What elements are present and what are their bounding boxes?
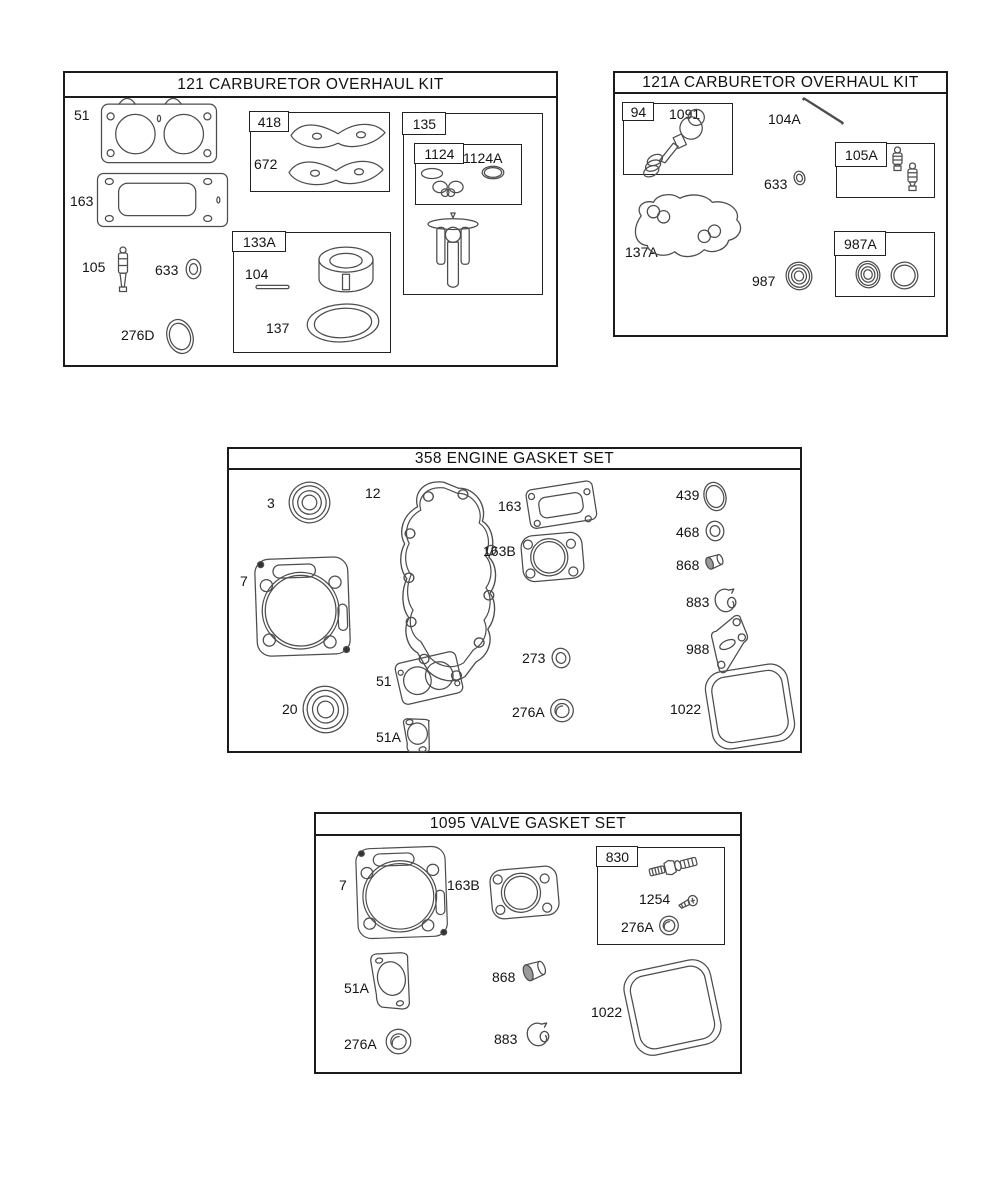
subbox-label: 135 xyxy=(402,112,446,135)
kit-358-header xyxy=(229,449,800,470)
kit-title: 121 CARBURETOR OVERHAUL KIT xyxy=(177,75,444,93)
part-label-468: 468 xyxy=(676,524,700,540)
part-drawing-sealsm xyxy=(658,915,680,936)
kit-121-header xyxy=(65,73,556,98)
part-drawing-wing xyxy=(286,155,386,190)
part-label-883: 883 xyxy=(494,1031,518,1047)
part-label-883: 883 xyxy=(686,594,710,610)
part-label-137: 137 xyxy=(266,320,290,336)
subbox-987A xyxy=(835,232,935,297)
part-label-987: 987 xyxy=(752,273,776,289)
part-drawing-rod xyxy=(801,96,845,126)
part-drawing-ringthin xyxy=(481,165,505,180)
subbox-label: 133A xyxy=(232,231,286,252)
part-drawing-clip xyxy=(712,587,739,616)
part-drawing-gasket51A xyxy=(399,712,439,758)
part-drawing-needle xyxy=(905,162,920,193)
part-drawing-needle xyxy=(112,246,134,294)
part-drawing-stud xyxy=(647,850,702,883)
part-drawing-sealsm xyxy=(549,698,575,723)
part-label-988: 988 xyxy=(686,641,710,657)
part-drawing-headgasket xyxy=(353,838,454,944)
part-label-273: 273 xyxy=(522,650,546,666)
part-drawing-ringthin xyxy=(305,300,382,345)
kit-121A-header xyxy=(615,73,946,94)
part-drawing-ringthin xyxy=(887,258,921,292)
subbox-label: 418 xyxy=(249,111,289,132)
part-drawing-ring xyxy=(185,258,202,280)
part-drawing-roundsq xyxy=(700,659,800,755)
part-label-104A: 104A xyxy=(768,111,801,127)
part-label-20: 20 xyxy=(282,701,298,717)
subbox-label: 105A xyxy=(835,142,887,167)
part-drawing-roundsq xyxy=(618,953,728,1061)
part-label-12: 12 xyxy=(365,485,381,501)
part-label-276A: 276A xyxy=(344,1036,377,1052)
subbox-label: 1124 xyxy=(414,143,464,164)
subbox-105A xyxy=(836,143,935,198)
part-label-163B: 163B xyxy=(447,877,480,893)
part-label-51A: 51A xyxy=(344,980,369,996)
part-label-51: 51 xyxy=(376,673,392,689)
part-drawing-pin xyxy=(255,284,290,290)
part-label-633: 633 xyxy=(155,262,179,278)
part-label-1254: 1254 xyxy=(639,891,671,907)
part-drawing-gasketrect xyxy=(96,172,229,228)
part-drawing-clip xyxy=(524,1021,552,1050)
subbox-label: 987A xyxy=(834,231,886,256)
part-label-633: 633 xyxy=(764,176,788,192)
part-drawing-needleassy xyxy=(627,110,729,172)
part-label-868: 868 xyxy=(492,969,516,985)
kit-title: 121A CARBURETOR OVERHAUL KIT xyxy=(642,73,919,91)
part-label-137A: 137A xyxy=(625,244,658,260)
part-drawing-butterfly xyxy=(430,179,466,198)
part-label-276A: 276A xyxy=(512,704,545,720)
part-drawing-ring xyxy=(703,518,727,543)
part-drawing-sealsm xyxy=(384,1028,413,1055)
part-label-51: 51 xyxy=(74,107,90,123)
subbox-label: 94 xyxy=(622,102,654,121)
part-label-672: 672 xyxy=(254,156,278,172)
part-label-1022: 1022 xyxy=(591,1004,623,1020)
part-label-163: 163 xyxy=(498,498,522,514)
part-drawing-cup xyxy=(317,243,375,295)
part-drawing-screw xyxy=(676,895,699,912)
part-label-104: 104 xyxy=(245,266,269,282)
part-drawing-wing xyxy=(288,118,388,153)
part-drawing-needle xyxy=(890,146,905,173)
part-drawing-blob xyxy=(627,189,751,261)
part-drawing-plug xyxy=(521,959,548,982)
kit-title: 1095 VALVE GASKET SET xyxy=(429,815,627,832)
part-drawing-plug xyxy=(704,553,725,570)
part-label-51A: 51A xyxy=(376,729,401,745)
part-label-1022: 1022 xyxy=(670,701,702,717)
part-label-439: 439 xyxy=(676,487,700,503)
kit-1095-header xyxy=(316,814,740,836)
part-label-163B: 163B xyxy=(483,543,516,559)
part-label-7: 7 xyxy=(339,877,347,893)
part-label-3: 3 xyxy=(267,495,275,511)
subbox-label: 830 xyxy=(596,846,638,867)
part-drawing-gasket1 xyxy=(486,859,562,926)
part-label-7: 7 xyxy=(240,573,248,589)
part-label-163: 163 xyxy=(70,193,94,209)
part-drawing-gasket2 xyxy=(100,96,218,164)
part-label-276A: 276A xyxy=(621,919,654,935)
part-drawing-gasket1 xyxy=(518,525,588,588)
part-drawing-headgasket xyxy=(252,548,357,662)
part-label-1124A: 1124A xyxy=(463,150,503,166)
part-label-276D: 276D xyxy=(121,327,155,343)
part-label-868: 868 xyxy=(676,557,700,573)
kit-title: 358 ENGINE GASKET SET xyxy=(414,449,615,467)
part-label-105: 105 xyxy=(82,259,106,275)
part-label-1091: 1091 xyxy=(669,106,701,122)
part-drawing-floatassy xyxy=(426,211,480,293)
